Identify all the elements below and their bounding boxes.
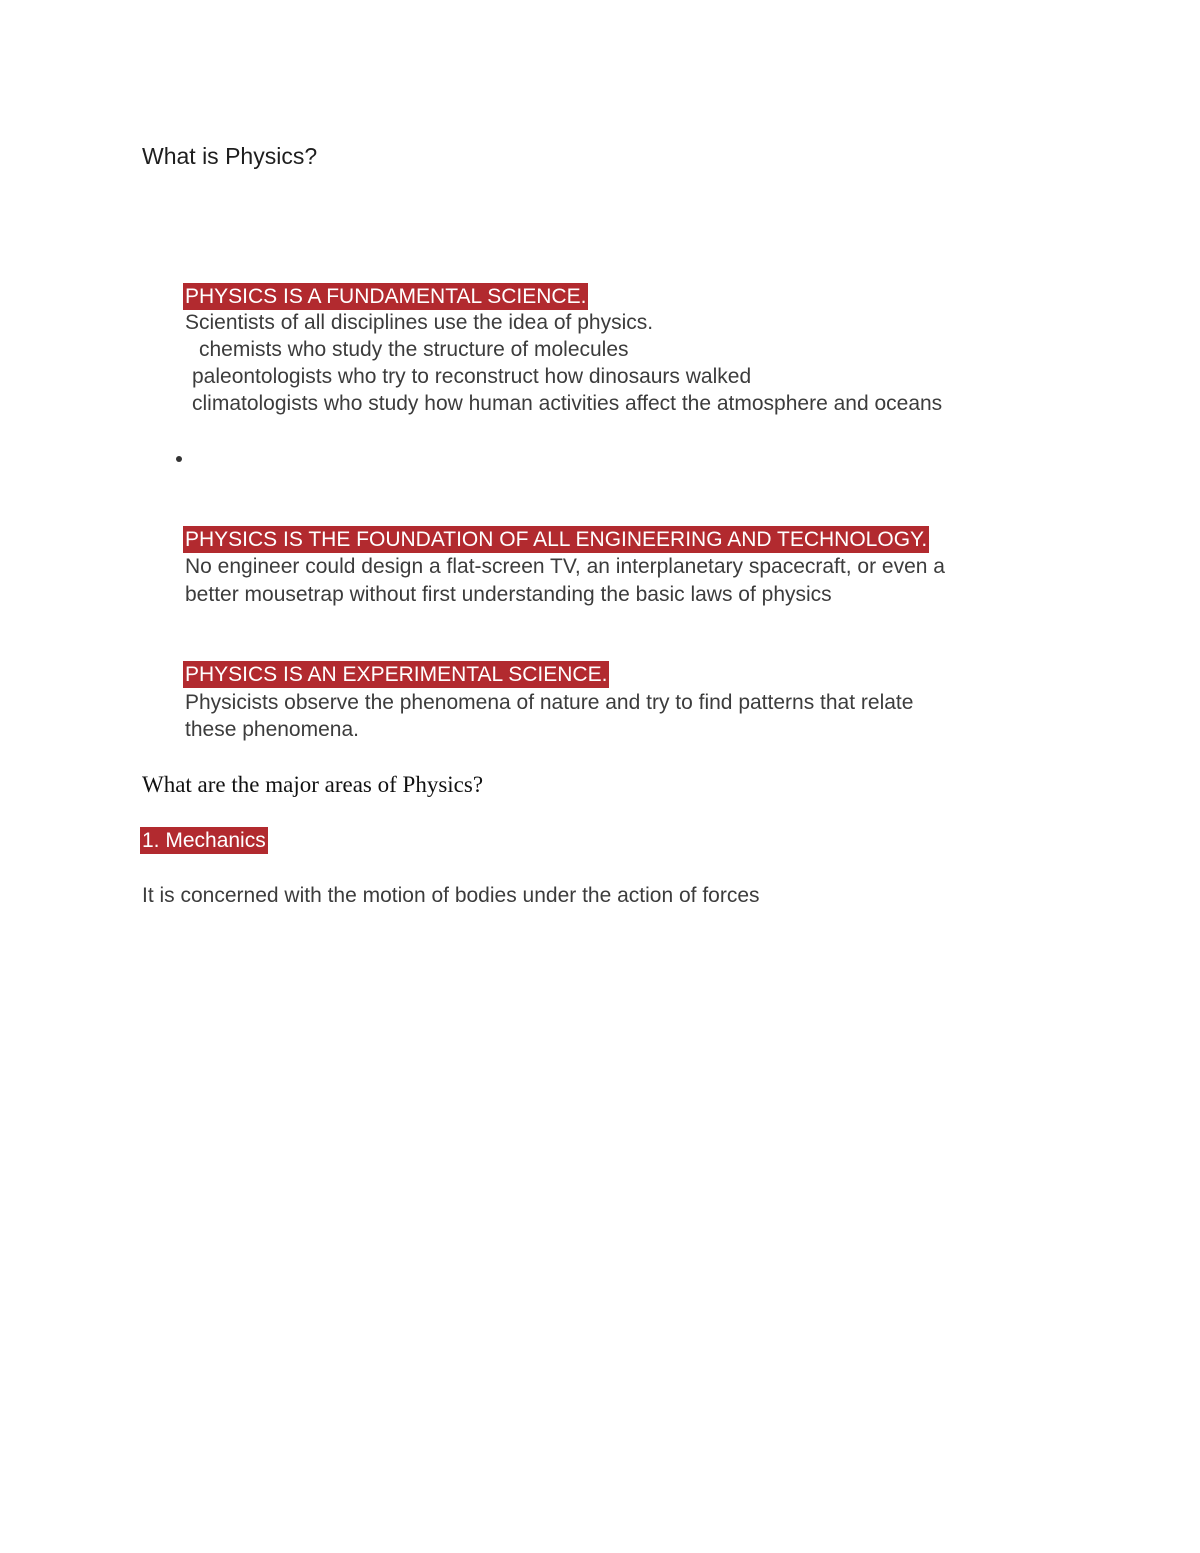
section-2-banner: PHYSICS IS THE FOUNDATION OF ALL ENGINEERING AND TECHNOLOGY.	[185, 528, 928, 551]
page-title: What is Physics?	[142, 143, 318, 169]
area-1-banner-wrap	[140, 827, 268, 854]
section-2-line-1: No engineer could design a flat-screen TV, an interplanetary spacecraft, or even a	[185, 555, 945, 578]
section-1-banner: PHYSICS IS A FUNDAMENTAL SCIENCE.	[185, 285, 587, 308]
section-3-line-2: these phenomena.	[185, 718, 359, 741]
section-3-banner-wrap	[183, 661, 609, 688]
section-1-line-3: paleontologists who try to reconstruct how dinosaurs walked	[192, 365, 752, 388]
area-1-description: It is concerned with the motion of bodies under the action of forces	[142, 884, 760, 907]
section-1-line-2: chemists who study the structure of molecules	[199, 338, 629, 361]
section-1-line-1: Scientists of all disciplines use the idea of physics.	[185, 311, 654, 334]
section-1-banner-wrap	[183, 283, 588, 310]
section-3-banner: PHYSICS IS AN EXPERIMENTAL SCIENCE.	[185, 663, 608, 686]
bullet-icon	[176, 456, 182, 462]
area-1-label: 1. Mechanics	[142, 829, 266, 852]
section-3-line-1: Physicists observe the phenomena of nature and try to find patterns that relate	[185, 691, 914, 714]
section-2-banner-wrap	[183, 526, 929, 553]
section-2-line-2: better mousetrap without first understanding the basic laws of physics	[185, 583, 832, 606]
section-1-line-4: climatologists who study how human activities affect the atmosphere and oceans	[192, 392, 943, 415]
areas-heading: What are the major areas of Physics?	[142, 772, 484, 797]
